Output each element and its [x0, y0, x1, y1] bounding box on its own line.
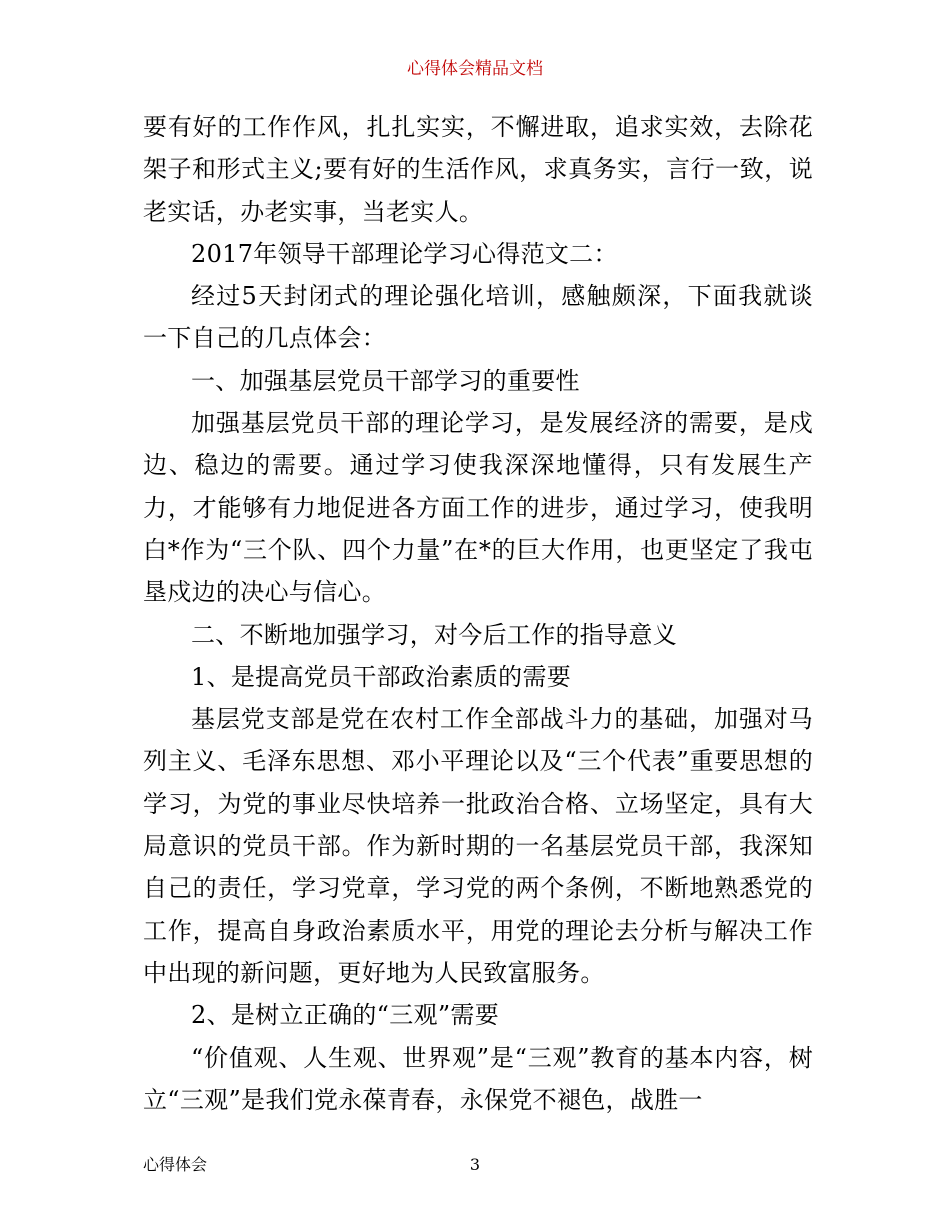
footer-label: 心得体会	[143, 1155, 208, 1174]
paragraph: 加强基层党员干部的理论学习，是发展经济的需要，是戍边、稳边的需要。通过学习使我深深地懂得，只有发展生产力，才能够有力地促进各方面工作的进步，通过学习，使我明白*作为“三个队、四个力量”在*的巨大作用，也更坚定了我屯垦戍边的决心与信心。	[143, 409, 813, 607]
subsection-heading: 1、是提高党员干部政治素质的需要	[191, 662, 572, 691]
document-header-title: 心得体会精品文档	[407, 59, 543, 79]
paragraph: 基层党支部是党在农村工作全部战斗力的基础，加强对马列主义、毛泽东思想、邓小平理论以及“三个代表”重要思想的学习，为党的事业尽快培养一批政治合格、立场坚定，具有大局意识的党员干部。作为新时期的一名基层党员干部，我深知自己的责任，学习党章，学习党的两个条例，不断地熟悉党的工作，提高自身政治素质水平，用党的理论去分析与解决工作中出现的新问题，更好地为人民致富服务。	[143, 705, 813, 987]
section-heading: 一、加强基层党员干部学习的重要性	[191, 366, 580, 395]
document-body	[143, 106, 813, 1121]
paragraph: 经过5天封闭式的理论强化培训，感触颇深，下面我就谈一下自己的几点体会：	[143, 282, 813, 353]
paragraph: 2017年领导干部理论学习心得范文二：	[191, 239, 618, 268]
section-heading: 二、不断地加强学习，对今后工作的指导意义	[191, 620, 677, 649]
paragraph: 要有好的工作作风，扎扎实实，不懈进取，追求实效，去除花架子和形式主义;要有好的生活作风，求真务实，言行一致，说老实话，办老实事，当老实人。	[143, 113, 813, 226]
subsection-heading: 2、是树立正确的“三观”需要	[191, 1001, 500, 1030]
paragraph: “价值观、人生观、世界观”是“三观”教育的基本内容，树立“三观”是我们党永葆青春，永保党不褪色，战胜一	[143, 1043, 813, 1114]
page-number: 3	[469, 1155, 481, 1174]
